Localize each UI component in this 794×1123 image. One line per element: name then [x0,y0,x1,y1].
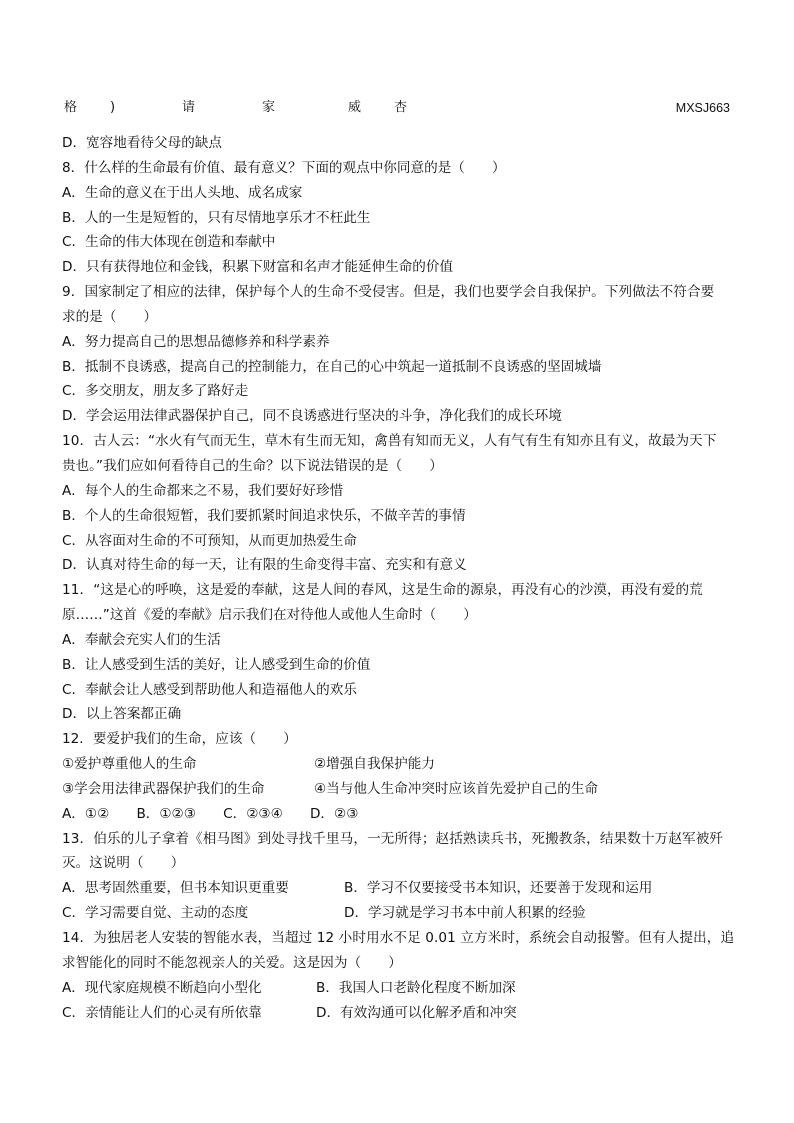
text-line: D．宽容地看待父母的缺点 [62,135,222,151]
option-item: D．学习就是学习书本中前人积累的经验 [344,905,586,922]
option-line: C．从容面对生命的不可预知，从而更加热爱生命 [62,532,357,549]
question-stem-cont: 求的是（ ） [62,308,158,325]
statement-item: ③学会用法律武器保护我们的生命 [62,780,265,797]
option-item: C．学习需要自觉、主动的态度 [62,905,249,922]
option-line: D．学会运用法律武器保护自己，同不良诱惑进行坚决的斗争，净化我们的成长环境 [62,408,562,425]
header-char: 请 [182,100,196,115]
question-stem: 8．什么样的生命最有价值、最有意义？下面的观点中你同意的是（ ） [62,159,506,176]
option-row [62,976,734,1001]
header-char: 家 [262,100,276,115]
question-stem-cont: 求智能化的同时不能忽视亲人的关爱。这是因为（ ） [62,954,402,971]
option-line: B．个人的生命很短暂，我们要抓紧时间追求快乐，不做辛苦的事情 [62,507,466,524]
option-row [62,901,734,926]
question-stem-cont: 原……”这首《爱的奉献》启示我们在对待他人或他人生命时（ ） [62,607,477,624]
option-line: A．努力提高自己的思想品德修养和科学素养 [62,333,330,350]
option-line: D．以上答案都正确 [62,706,182,723]
document-code: MXSJ663 [675,101,730,115]
question-stem: 13．伯乐的儿子拿着《相马图》到处寻找千里马，一无所得；赵括熟读兵书，死搬教条，结果数十万赵军被歼 [62,830,724,847]
header-char: 杏 [394,100,408,115]
statement-row [62,777,734,802]
option-item: C．亲情能让人们的心灵有所依靠 [62,1004,262,1021]
question-stem: 14．为独居老人安装的智能水表，当超过 12 小时用水不足 0.01 立方米时，系统会自动报警。但有人提出，追 [62,930,735,946]
statement-item: ④当与他人生命冲突时应该首先爱护自己的生命 [314,780,599,797]
option-line: A．每个人的生命都来之不易，我们要好好珍惜 [62,482,344,499]
option-line: B．抵制不良诱惑，提高自己的控制能力，在自己的心中筑起一道抵制不良诱惑的坚固城墙 [62,358,602,375]
option-item: A．现代家庭规模不断趋向小型化 [62,979,262,996]
option-line: B．让人感受到生活的美好，让人感受到生命的价值 [62,656,371,673]
option-item: B．我国人口老龄化程度不断加深 [316,979,516,996]
option-line: C．生命的伟大体现在创造和奉献中 [62,234,276,251]
header-char: 格 [64,100,78,115]
option-line: A．生命的意义在于出人头地、成名成家 [62,184,303,201]
page-header [62,98,730,118]
option-item: A．思考固然重要，但书本知识更重要 [62,880,289,897]
option-line: C．多交朋友，朋友多了路好走 [62,383,249,400]
option-item: D．有效沟通可以化解矛盾和冲突 [316,1004,517,1021]
option-item: B．学习不仅要接受书本知识，还要善于发现和运用 [344,880,653,897]
statement-item: ①爱护尊重他人的生命 [62,756,197,773]
header-char: ) [110,100,116,115]
question-stem: 10．古人云：“水火有气而无生，草木有生而无知，禽兽有知而无义，人有气有生有知亦且有义，故最为天下 [62,433,717,450]
option-line: A．奉献会充实人们的生活 [62,631,221,648]
option-line: D．认真对待生命的每一天，让有限的生命变得丰富、充实和有意义 [62,557,467,574]
statement-item: ②增强自我保护能力 [314,756,435,773]
option-line: D．只有获得地位和金钱，积累下财富和名声才能延伸生命的价值 [62,259,454,276]
question-content [62,131,734,1025]
question-stem-cont: 灭。这说明（ ） [62,855,185,872]
question-stem: 11．“这是心的呼唤，这是爱的奉献，这是人间的春风，这是生命的源泉，再没有心的沙漠，再没有爱的荒 [62,582,703,599]
option-line: B．人的一生是短暂的，只有尽情地享乐才不枉此生 [62,209,371,226]
header-char: 威 [348,100,362,115]
option-row [62,1001,734,1026]
answer-choices: A．①② B．①②③ C．②③④ D．②③ [62,805,359,822]
option-line: C．奉献会让人感受到帮助他人和造福他人的欢乐 [62,681,357,698]
question-stem: 12．要爱护我们的生命，应该（ ） [62,731,297,748]
statement-row [62,752,734,777]
question-stem-cont: 贵也。”我们应如何看待自己的生命？以下说法错误的是（ ） [62,457,443,474]
question-stem: 9．国家制定了相应的法律，保护每个人的生命不受侵害。但是，我们也要学会自我保护。下列做法不符合要 [62,284,715,301]
option-row [62,876,734,901]
